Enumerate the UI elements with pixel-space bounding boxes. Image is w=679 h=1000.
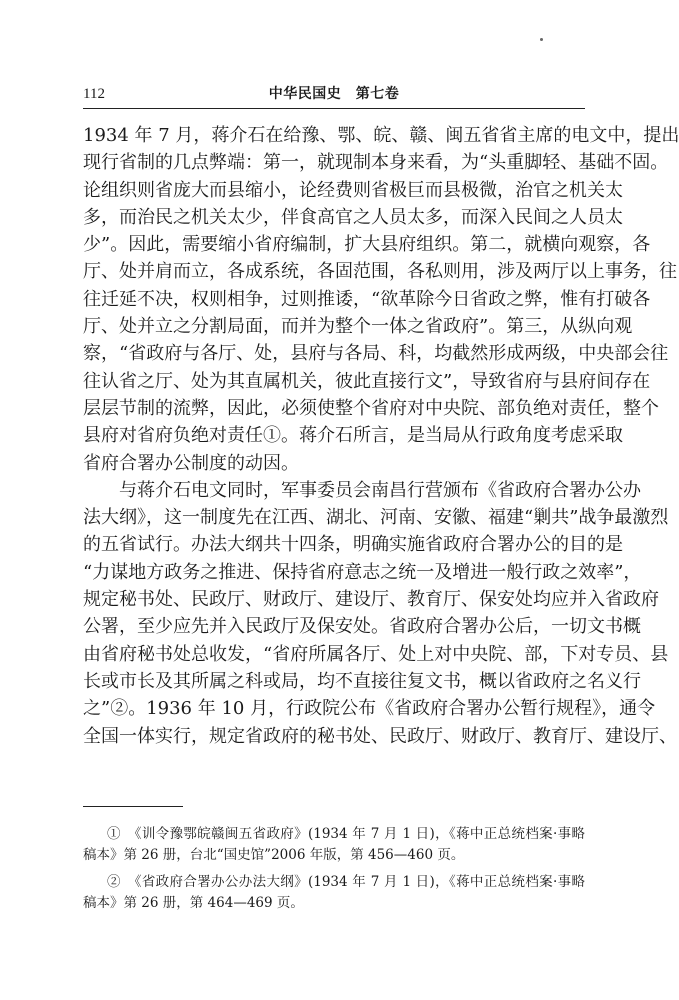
body-line: 县府对省府负绝对责任①。蒋介石所言，是当局从行政角度考虑采取 <box>83 425 623 447</box>
footnote-1-text: 《训令豫鄂皖赣闽五省政府》(1934 年 7 月 1 日)，《蒋中正总统档案·事略 <box>134 826 586 842</box>
page-header <box>83 84 585 108</box>
body-line: 察，“省政府与各厅、处，县府与各局、科，均截然形成两级，中央部会往 <box>83 343 669 365</box>
footnotes <box>83 824 585 914</box>
body-line: 多，而治民之机关太少，伴食高官之人员太多，而深入民间之人员太 <box>83 206 623 228</box>
body-line: 省府合署办公制度的动因。 <box>83 452 299 474</box>
footnote-1-marker: ① <box>107 826 121 842</box>
body-line: 由省府秘书处总收发，“省府所属各厅、处上对中央院、部，下对专员、县 <box>83 643 669 665</box>
body-text <box>83 122 679 750</box>
page-number: 112 <box>83 86 105 102</box>
running-title: 中华民国史 第七卷 <box>268 86 400 102</box>
body-line: 往迁延不决，权则相争，过则推诿，“欲革除今日省政之弊，惟有打破各 <box>83 288 651 310</box>
body-line: 现行省制的几点弊端：第一，就现制本身来看，为“头重脚轻、基础不固。 <box>83 152 669 174</box>
header-rule <box>83 108 585 109</box>
body-line: 与蒋介石电文同时，军事委员会南昌行营颁布《省政府合署办公办 <box>119 479 641 501</box>
body-line: 全国一体实行，规定省政府的秘书处、民政厅、财政厅、教育厅、建设厅、 <box>83 725 677 747</box>
body-line: 之”②。1936 年 10 月，行政院公布《省政府合署办公暂行规程》，通令 <box>83 698 656 720</box>
footnote-2-line-1 <box>83 872 585 893</box>
body-line: 少”。因此，需要缩小省府编制，扩大县府组织。第二，就横向观察，各 <box>83 234 651 256</box>
footnote-2-line-2: 稿本》第 26 册，第 464—469 页。 <box>83 895 304 911</box>
body-line: 厅、处并立之分割局面，而并为整个一体之省政府”。第三，从纵向观 <box>83 316 633 338</box>
body-line: 规定秘书处、民政厅、财政厅、建设厅、教育厅、保安处均应并入省政府 <box>83 589 659 611</box>
body-line: “力谋地方政务之推进、保持省府意志之统一及增进一般行政之效率”， <box>83 561 642 583</box>
footnote-1-line-1 <box>83 824 585 845</box>
body-line: 厅、处并肩而立，各成系统，各固范围，各私则用，涉及两厅以上事务，往 <box>83 261 677 283</box>
footnote-2-text: 《省政府合署办公办法大纲》(1934 年 7 月 1 日)，《蒋中正总统档案·事略 <box>134 874 586 890</box>
body-line: 层层节制的流弊，因此，必须使整个省府对中央院、部负绝对责任，整个 <box>83 397 659 419</box>
footnote-2-marker: ② <box>107 874 121 890</box>
body-line: 的五省试行。办法大纲共十四条，明确实施省政府合署办公的目的是 <box>83 534 623 556</box>
body-line: 公署，至少应先并入民政厅及保安处。省政府合署办公后，一切文书概 <box>83 616 641 638</box>
footnote-1-line-2: 稿本》第 26 册，台北“国史馆”2006 年版，第 456—460 页。 <box>83 847 465 863</box>
body-line: 长或市长及其所属之科或局，均不直接往复文书，概以省政府之名义行 <box>83 670 641 692</box>
body-line: 论组织则省庞大而县缩小，论经费则省极巨而县极微，治官之机关太 <box>83 179 623 201</box>
footnote-rule <box>83 806 183 807</box>
body-line: 法大纲》，这一制度先在江西、湖北、河南、安徽、福建“剿共”战争最激烈 <box>83 507 669 529</box>
body-line: 往认省之厅、处为其直属机关，彼此直接行文”，导致省府与县府间存在 <box>83 370 651 392</box>
body-line: 1934 年 7 月，蒋介石在给豫、鄂、皖、赣、闽五省省主席的电文中，提出 <box>83 125 679 146</box>
scan-speck <box>540 38 543 41</box>
